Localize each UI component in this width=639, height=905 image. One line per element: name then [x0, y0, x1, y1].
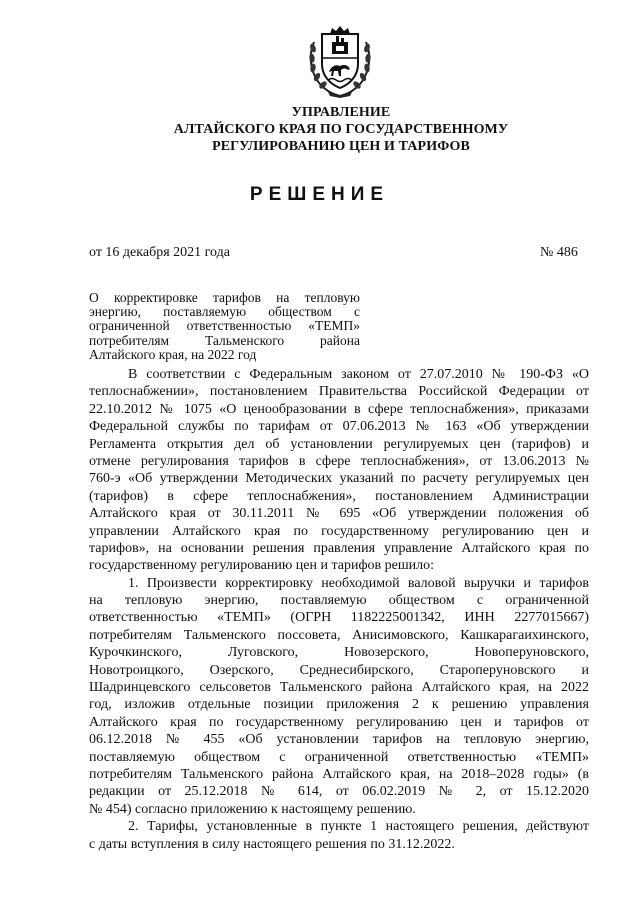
decision-number: № 486 — [540, 245, 578, 260]
body-line: 2. Тарифы, установленные в пункте 1 настоящего решения, действуют — [128, 819, 589, 835]
body-line: Курочкинского, Луговского, Новозерского, Новоперуновского, — [89, 645, 589, 661]
body-line: с даты вступления в силу настоящего решения по 31.12.2022. — [89, 836, 455, 852]
org-line-2: АЛТАЙСКОГО КРАЯ ПО ГОСУДАРСТВЕННОМУ — [173, 122, 509, 137]
body-line: год, изложив отдельные позиции приложения 2 к решению управления — [89, 697, 589, 713]
subject-line: О корректировке тарифов на тепловую — [89, 290, 360, 305]
body-line: редакции от 25.12.2018 № 614, от 06.02.2019 № 2, от 15.12.2020 — [89, 784, 589, 800]
body-line: теплоснабжении», постановлением Правительства Российской Федерации от — [89, 384, 589, 400]
decision-subject — [89, 291, 360, 362]
body-line: государственному регулированию цен и тарифов решило: — [89, 558, 435, 574]
subject-line: Алтайского края, на 2022 год — [89, 346, 257, 362]
subject-line: ограниченной ответственностью «ТЕМП» — [89, 318, 360, 334]
document-type-title: РЕШЕНИЕ — [249, 184, 390, 205]
org-line-1: УПРАВЛЕНИЕ — [291, 105, 391, 120]
body-line: Алтайского края по государственному регулированию цен и тарифов от — [89, 714, 589, 730]
body-line: В соответствии с Федеральным законом от 27.07.2010 № 190-ФЗ «О — [128, 367, 589, 382]
subject-line: потребителям Тальменского района — [89, 332, 360, 348]
org-line-3: РЕГУЛИРОВАНИЮ ЦЕН И ТАРИФОВ — [212, 139, 470, 154]
body-line: 06.12.2018 № 455 «Об установлении тарифов на тепловую энергию, — [89, 732, 589, 748]
body-line: 760-э «Об утверждении Методических указаний по расчету регулируемых цен — [89, 471, 589, 487]
body-line: ответственностью «ТЕМП» (ОГРН 1182225001342, ИНН 2277015667) — [89, 610, 589, 626]
body-line: потребителям Тальменского района Алтайского края, на 2018–2028 годы» (в — [89, 766, 589, 782]
body-line: Шадринцевского сельсоветов Тальменского района Алтайского края, на 2022 — [89, 680, 589, 696]
body-line: потребителям Тальменского поссовета, Анисимовского, Кашкарагаихинского, — [89, 627, 589, 643]
body-line: отмене регулирования тарифов в сфере теплоснабжения», от 13.06.2013 № — [89, 453, 589, 469]
body-line: (тарифов) в сфере теплоснабжения», постановлением Администрации — [89, 488, 589, 504]
organization-header — [150, 104, 532, 155]
body-line: тарифов», на основании решения правления управление Алтайского края по — [89, 540, 589, 556]
body-line: на тепловую энергию, поставляемую обществом с ограниченной — [89, 593, 589, 609]
body-line: 22.10.2012 № 1075 «О ценообразовании в сфере теплоснабжения», приказами — [89, 401, 589, 417]
body-line: Регламента открытия дел об установлении регулируемых цен (тарифов) и — [89, 436, 589, 452]
coat-of-arms-icon — [304, 22, 376, 98]
decision-body — [89, 366, 589, 853]
subject-line: энергию, поставляемую обществом с — [89, 304, 360, 320]
body-line: Алтайского края от 30.11.2011 № 695 «Об утверждении положения об — [89, 506, 589, 522]
decision-date: от 16 декабря 2021 года — [89, 245, 230, 260]
body-line: Федеральной службы по тарифам от 07.06.2013 № 163 «Об утверждении — [89, 419, 589, 435]
body-line: № 454) согласно приложению к настоящему решению. — [89, 801, 416, 817]
body-line: Новотроицкого, Озерского, Среднесибирского, Староперуновского и — [89, 662, 589, 678]
body-line: 1. Произвести корректировку необходимой валовой выручки и тарифов — [128, 575, 589, 591]
body-line: поставляемую обществом с ограниченной ответственностью «ТЕМП» — [89, 749, 589, 765]
body-line: управлении Алтайского края по государственному регулированию цен и — [89, 523, 589, 539]
